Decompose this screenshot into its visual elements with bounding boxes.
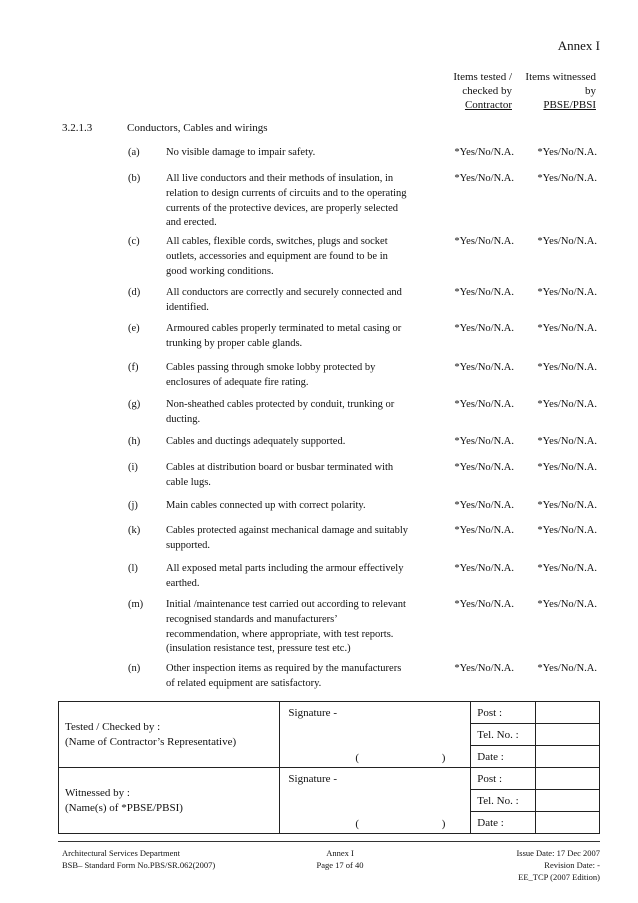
witness-result[interactable]: *Yes/No/N.A. (537, 287, 597, 298)
item-description (166, 562, 421, 592)
tested-signature-cell[interactable] (280, 702, 471, 768)
witnessed-by-sublabel: (Name(s) of *PBSE/PBSI) (65, 801, 183, 814)
contractor-result[interactable]: *Yes/No/N.A. (454, 599, 514, 610)
tested-by-cell (59, 702, 280, 768)
date-field[interactable] (535, 746, 599, 768)
item-description-line: Cables protected against mechanical damage and suitably (166, 525, 408, 536)
footer-page-number: Page 17 of 40 (316, 860, 364, 870)
witness-result[interactable]: *Yes/No/N.A. (537, 663, 597, 674)
name-parentheses: ( ) (355, 818, 446, 830)
item-description (166, 235, 421, 279)
item-description-line: All live conductors and their methods of insulation, in (166, 173, 394, 184)
item-label: (k) (128, 525, 141, 536)
date-field[interactable] (535, 812, 599, 834)
item-label: (h) (128, 436, 141, 447)
item-description-line: No visible damage to impair safety. (166, 147, 316, 158)
item-description-line: Armoured cables properly terminated to metal casing or (166, 323, 402, 334)
tested-by-sublabel: (Name of Contractor’s Representative) (65, 735, 237, 748)
contractor-result[interactable]: *Yes/No/N.A. (454, 436, 514, 447)
tel-field[interactable] (535, 724, 599, 746)
item-description (166, 286, 421, 316)
item-label: (n) (128, 663, 141, 674)
tested-by-label: Tested / Checked by : (65, 720, 161, 733)
item-description-line: good working conditions. (166, 265, 274, 277)
item-label: (g) (128, 399, 141, 410)
item-label: (e) (128, 323, 140, 334)
witness-result[interactable]: *Yes/No/N.A. (537, 236, 597, 247)
section-title: Conductors, Cables and wirings (127, 122, 268, 134)
item-description-line: outlets, accessories and equipment are found to be in (166, 250, 388, 262)
footer-department: Architectural Services Department (62, 848, 181, 858)
witnessed-by-label: Witnessed by : (65, 786, 130, 799)
item-label: (b) (128, 173, 141, 184)
footer-form-number: BSB– Standard Form No.PBS/SR.062(2007) (62, 860, 216, 870)
item-description (166, 524, 421, 554)
footer-annex: Annex I (326, 848, 354, 858)
footer-center (290, 847, 390, 871)
contractor-result[interactable]: *Yes/No/N.A. (454, 500, 514, 511)
item-description-line: Initial /maintenance test carried out according to relevant (166, 599, 406, 610)
item-description (166, 435, 421, 450)
column-header-line: checked by (462, 85, 512, 97)
name-parentheses: ( ) (355, 752, 446, 764)
item-description-line: cable lugs. (166, 476, 211, 488)
witness-result[interactable]: *Yes/No/N.A. (537, 525, 597, 536)
witness-result[interactable]: *Yes/No/N.A. (537, 399, 597, 410)
post-field[interactable] (535, 768, 599, 790)
item-label: (a) (128, 147, 140, 158)
item-description-line: All conductors are correctly and securely connected and (166, 287, 402, 298)
item-description (166, 146, 421, 161)
footer-revision-date: Revision Date: - (544, 860, 600, 870)
item-description (166, 172, 421, 231)
footer-issue-date: Issue Date: 17 Dec 2007 (516, 848, 600, 858)
contractor-result[interactable]: *Yes/No/N.A. (454, 362, 514, 373)
footer-edition: EE_TCP (2007 Edition) (518, 872, 600, 882)
contractor-result[interactable]: *Yes/No/N.A. (454, 236, 514, 247)
post-label: Post : (471, 702, 535, 724)
date-label: Date : (471, 812, 535, 834)
contractor-result[interactable]: *Yes/No/N.A. (454, 663, 514, 674)
tel-label: Tel. No. : (471, 790, 535, 812)
contractor-result[interactable]: *Yes/No/N.A. (454, 287, 514, 298)
signature-label: Signature - (288, 773, 337, 785)
contractor-result[interactable]: *Yes/No/N.A. (454, 147, 514, 158)
contractor-result[interactable]: *Yes/No/N.A. (454, 462, 514, 473)
footer-right (516, 847, 600, 883)
item-description-line: Cables passing through smoke lobby protected by (166, 362, 376, 373)
column-header-line: PBSE/PBSI (543, 99, 596, 111)
item-description-line: earthed. (166, 577, 200, 589)
item-label: (l) (128, 563, 138, 574)
column-header-witness (518, 70, 596, 112)
item-description-line: trunking by proper cable glands. (166, 337, 303, 349)
witness-result[interactable]: *Yes/No/N.A. (537, 323, 597, 334)
column-header-contractor (438, 70, 512, 112)
item-description-line: All exposed metal parts including the armour effectively (166, 563, 404, 574)
item-description (166, 598, 421, 657)
witness-result[interactable]: *Yes/No/N.A. (537, 173, 597, 184)
item-description (166, 361, 421, 391)
item-description-line: Cables at distribution board or busbar terminated with (166, 462, 394, 473)
item-description (166, 322, 421, 352)
signature-label: Signature - (288, 707, 337, 719)
item-description-line: Other inspection items as required by the manufacturers (166, 663, 402, 674)
contractor-result[interactable]: *Yes/No/N.A. (454, 399, 514, 410)
item-description-line: of related equipment are satisfactory. (166, 677, 322, 689)
item-description-line: identified. (166, 301, 209, 313)
contractor-result[interactable]: *Yes/No/N.A. (454, 323, 514, 334)
item-description-line: relation to design currents of circuits and to the operating (166, 187, 407, 199)
witness-result[interactable]: *Yes/No/N.A. (537, 462, 597, 473)
item-description (166, 461, 421, 491)
item-description-line: and erected. (166, 217, 217, 229)
annex-heading: Annex I (557, 38, 600, 53)
item-label: (m) (128, 599, 144, 610)
witness-result[interactable]: *Yes/No/N.A. (537, 599, 597, 610)
item-label: (d) (128, 287, 141, 298)
witness-signature-cell[interactable] (280, 768, 471, 834)
column-header-line: by (585, 85, 596, 97)
witnessed-by-cell (59, 768, 280, 834)
item-description-line: recommendation, where appropriate, with test reports. (166, 628, 394, 640)
tel-label: Tel. No. : (471, 724, 535, 746)
contractor-result[interactable]: *Yes/No/N.A. (454, 563, 514, 574)
date-label: Date : (471, 746, 535, 768)
item-description-line: (insulation resistance test, pressure test etc.) (166, 643, 351, 655)
item-description-line: supported. (166, 539, 211, 551)
item-label: (f) (128, 362, 139, 373)
item-description-line: ducting. (166, 413, 201, 425)
contractor-result[interactable]: *Yes/No/N.A. (454, 525, 514, 536)
item-description-line: Cables and ductings adequately supported. (166, 436, 346, 447)
item-description (166, 499, 421, 514)
witness-result[interactable]: *Yes/No/N.A. (537, 500, 597, 511)
column-header-line: Contractor (464, 99, 512, 111)
item-description-line: All cables, flexible cords, switches, plugs and socket (166, 236, 388, 247)
signoff-table (58, 701, 600, 834)
section-number: 3.2.1.3 (62, 122, 93, 134)
item-description-line: Non-sheathed cables protected by conduit, trunking or (166, 399, 395, 410)
witness-result[interactable]: *Yes/No/N.A. (537, 362, 597, 373)
item-label: (i) (128, 462, 138, 473)
tel-field[interactable] (535, 790, 599, 812)
post-field[interactable] (535, 702, 599, 724)
column-header-line: Items witnessed (525, 71, 596, 83)
contractor-result[interactable]: *Yes/No/N.A. (454, 173, 514, 184)
column-header-line: Items tested / (453, 71, 512, 83)
item-description-line: recognised standards and manufacturers’ (166, 613, 338, 625)
item-description-line: enclosures of adequate fire rating. (166, 376, 309, 388)
witness-result[interactable]: *Yes/No/N.A. (537, 436, 597, 447)
witness-result[interactable]: *Yes/No/N.A. (537, 147, 597, 158)
witness-result[interactable]: *Yes/No/N.A. (537, 563, 597, 574)
item-description-line: currents of the protective devices, are properly selected (166, 202, 399, 214)
item-label: (c) (128, 236, 140, 247)
item-description (166, 398, 421, 428)
footer-left (62, 847, 215, 871)
item-label: (j) (128, 500, 138, 511)
footer-divider (58, 841, 600, 842)
post-label: Post : (471, 768, 535, 790)
item-description (166, 662, 421, 692)
item-description-line: Main cables connected up with correct polarity. (166, 500, 366, 511)
